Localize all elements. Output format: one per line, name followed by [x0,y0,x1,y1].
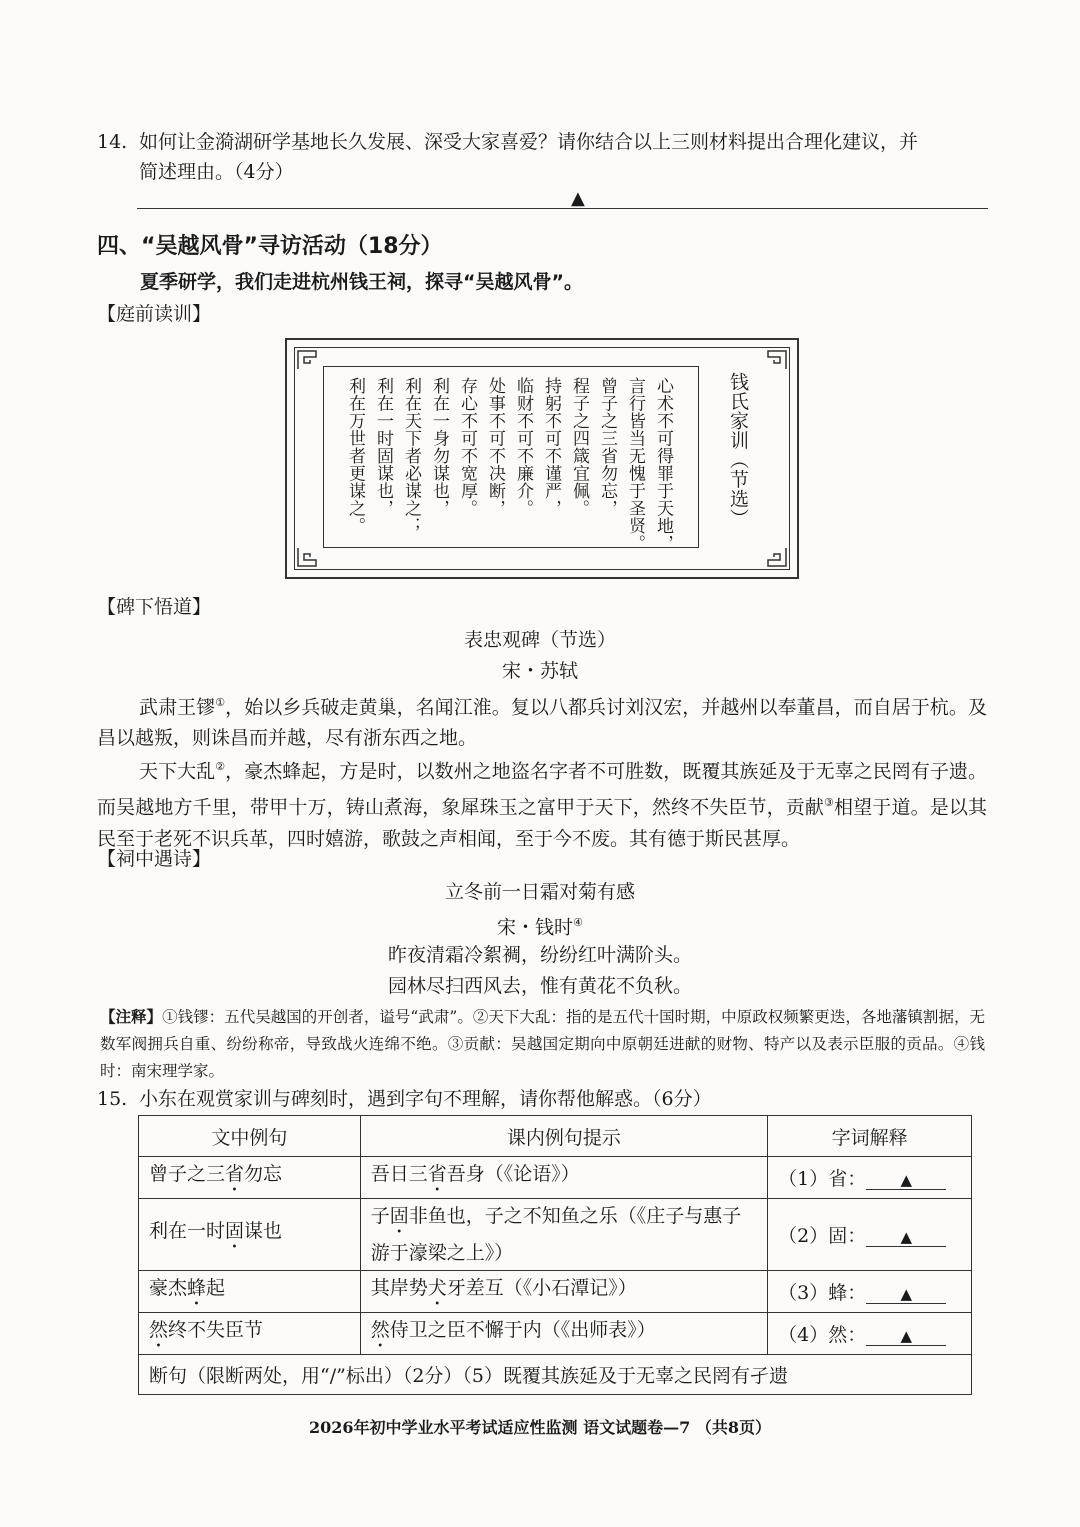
part3-heading: 【祠中遇诗】 [97,848,212,870]
motto-column: 处事不可不决断， [485,377,505,517]
punctuation-task[interactable]: 断句（限断两处，用“/”标出）（2分）（5）既覆其族延及于无辜之民罔有孑遗 [139,1355,972,1395]
answer-cell[interactable]: （2）固： ▲ [768,1199,972,1271]
source-sentence: 曾子之三省勿忘 [139,1157,361,1199]
poem-line-1: 昨夜清霜冷絮裯，纷纷红叶满阶头。 [387,944,692,966]
motto-column: 利在一时固谋也， [373,377,393,517]
motto-column: 言行皆当无愧于圣贤。 [625,377,645,552]
source-sentence: 利在一时固谋也 [139,1199,361,1271]
answer-cell[interactable]: （1）省： ▲ [768,1157,972,1199]
family-motto-title: 钱氏家训（节选） [727,372,749,528]
question-14 [97,127,997,187]
table-header: 课内例句提示 [360,1116,767,1157]
textbook-hint: 子固非鱼也，子之不知鱼之乐（《庄子与惠子游于濠梁之上》） [360,1199,767,1271]
answer-triangle: ▲ [571,188,585,209]
poem-title: 立冬前一日霜对菊有感 [444,881,635,903]
motto-column: 心术不可得罪于天地， [653,377,673,552]
table-header: 文中例句 [139,1116,361,1157]
motto-column: 存心不可不宽厚。 [457,377,477,517]
motto-column: 利在天下者必谋之； [401,377,421,535]
poem-line-2: 园林尽扫西风去，惟有黄花不负秋。 [387,975,692,997]
motto-column: 利在万世者更谋之。 [345,377,365,535]
table-row [139,1199,972,1271]
table-row [139,1313,972,1355]
page-footer: 2026年初中学业水平考试适应性监测 语文试题卷—7 （共8页） [309,1418,771,1437]
question-text: 如何让金漪湖研学基地长久发展、深受大家喜爱？请你结合以上三则材料提出合理化建议，并 [139,131,919,153]
corner-ornament-icon [296,349,318,371]
part1-heading: 【庭前读训】 [97,303,212,325]
table-header-row [139,1116,972,1157]
table-row [139,1355,972,1395]
corner-ornament-icon [296,546,318,568]
vocab-table [138,1115,972,1395]
motto-column: 曾子之三省勿忘， [597,377,617,517]
source-sentence: 豪杰蜂起 [139,1271,361,1313]
question-number: 14. [97,131,128,153]
answer-cell[interactable]: （3）蜂： ▲ [768,1271,972,1313]
corner-ornament-icon [766,349,788,371]
stele-paragraph-2: 天下大乱②，豪杰蜂起，方是时，以数州之地盗名字者不可胜数，既覆其族延及于无辜之民罔有子遗。而吴越地方千里，带甲十万，铸山煮海，象犀珠玉之富甲于天下，然终不失臣节，贡献③相望于道。是以其民至于老死不识兵革，四时嬉游，歌鼓之声相闻，至于今不废。其有德于斯民甚厚。 [97,760,987,850]
motto-column: 临财不可不廉介。 [513,377,533,517]
answer-cell[interactable]: （4）然： ▲ [768,1313,972,1355]
stele-paragraph-1: 武肃王镠①，始以乡兵破走黄巢，名闻江淮。复以八都兵讨刘汉宏，并越州以奉董昌，而自居于杭。及昌以越叛，则诛昌而并越，尽有浙东西之地。 [97,696,987,750]
source-sentence: 然终不失臣节 [139,1313,361,1355]
textbook-hint: 吾日三省吾身（《论语》） [360,1157,767,1199]
section-intro: 夏季研学，我们走进杭州钱王祠，探寻“吴越风骨”。 [140,271,583,293]
answer-line [137,208,988,209]
section-title: 四、“吴越风骨”寻访活动（18分） [97,234,443,259]
motto-column: 利在一身勿谋也， [429,377,449,517]
textbook-hint: 其岸势犬牙差互（《小石潭记》） [360,1271,767,1313]
poem-author: 宋・钱时④ [497,916,583,939]
question-text-cont: 简述理由。（4分） [139,161,294,183]
textbook-hint: 然侍卫之臣不懈于内（《出师表》） [360,1313,767,1355]
part2-heading: 【碑下悟道】 [97,596,212,618]
stele-author: 宋・苏轼 [501,660,578,682]
table-row [139,1157,972,1199]
table-row [139,1271,972,1313]
motto-column: 程子之四箴宜佩。 [569,377,589,517]
motto-column: 持躬不可不谨严， [541,377,561,517]
corner-ornament-icon [766,546,788,568]
annotations: 【注释】①钱镠：五代吴越国的开创者，谥号“武肃”。②天下大乱：指的是五代十国时期，中原政权频繁更迭，各地藩镇割据，无数军阀拥兵自重、纷纷称帝，导致战火连绵不绝。③贡献：吴越国定期向中原朝廷进献的财物、特产以及表示臣服的贡品。④钱时：南宋理学家。 [100,1008,985,1080]
stele-title: 表忠观碑（节选） [463,629,616,651]
question-15: 15. 小东在观赏家训与碑刻时，遇到字句不理解，请你帮他解惑。（6分） [97,1088,712,1110]
table-header: 字词解释 [768,1116,972,1157]
